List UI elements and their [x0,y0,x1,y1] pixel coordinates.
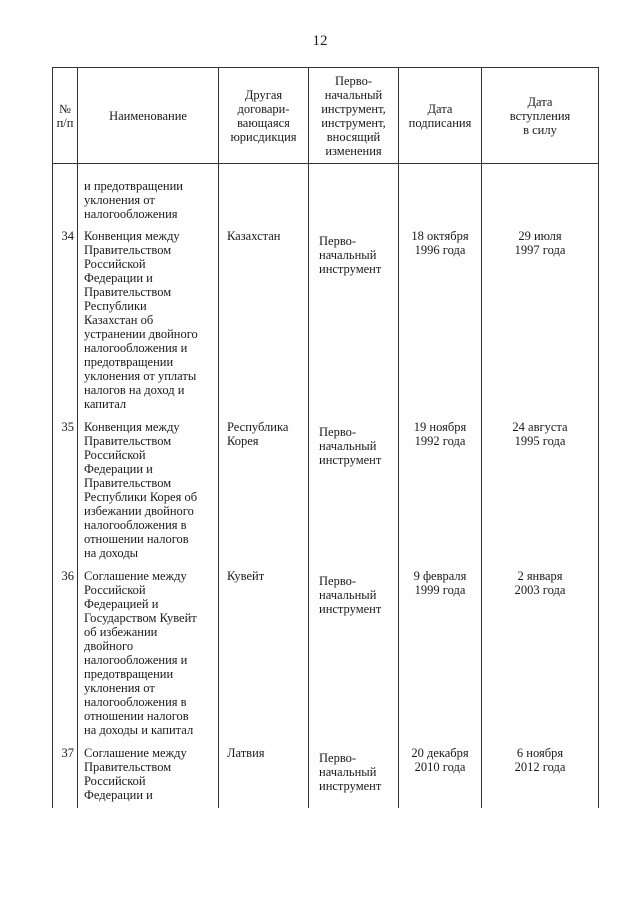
row-name: Конвенция между Правительством Российской Федерации и Правительством Республики Корея об избежании двойного налогообложения в отношении налогов на доходы [78,417,219,566]
row-name: Соглашение между Российской Федерацией и Государством Кувейт об избежании двойного налогообложения и предотвращении уклонения от налогообложения в отношении налогов на доходы и капитал [78,566,219,743]
header-instrument: Перво- начальный инструмент, инструмент, вносящий изменения [309,68,399,164]
row-name: Соглашение между Правительством Российской Федерации и [78,743,219,808]
row-name: Конвенция между Правительством Российской Федерации и Правительством Республики Казахстан об устранении двойного налогообложения и предотвращении уклонения от уплаты налогов на доход и капитал [78,226,219,417]
table-row [53,226,599,417]
table-header [53,68,599,164]
row-name: и предотвращении уклонения от налогообложения [78,164,219,227]
row-instrument: Перво- начальный инструмент [309,566,399,743]
row-sign-date: 18 октября 1996 года [399,226,482,417]
row-effective-date: 2 января 2003 года [482,566,599,743]
header-sign-date: Дата подписания [399,68,482,164]
row-num [53,164,78,227]
header-name: Наименование [78,68,219,164]
row-jurisdiction: Латвия [219,743,309,808]
row-jurisdiction: Кувейт [219,566,309,743]
row-instrument: Перво- начальный инструмент [309,743,399,808]
table-row [53,743,599,808]
row-sign-date: 9 февраля 1999 года [399,566,482,743]
table-row [53,417,599,566]
table-row [53,566,599,743]
row-effective-date: 6 ноября 2012 года [482,743,599,808]
row-num: 37 [53,743,78,808]
row-num: 34 [53,226,78,417]
row-effective-date: 24 августа 1995 года [482,417,599,566]
row-sign-date: 20 декабря 2010 года [399,743,482,808]
row-instrument: Перво- начальный инструмент [309,226,399,417]
row-jurisdiction: Казахстан [219,226,309,417]
row-num: 36 [53,566,78,743]
page-number: 12 [312,33,328,49]
row-sign-date: 19 ноября 1992 года [399,417,482,566]
header-jurisdiction: Другая договари- вающаяся юрисдикция [219,68,309,164]
header-num: № п/п [53,68,78,164]
row-num: 35 [53,417,78,566]
treaty-table [52,67,599,808]
header-effective-date: Дата вступления в силу [482,68,599,164]
row-effective-date: 29 июля 1997 года [482,226,599,417]
table-row-continuation [53,164,599,227]
row-jurisdiction: Республика Корея [219,417,309,566]
row-instrument: Перво- начальный инструмент [309,417,399,566]
